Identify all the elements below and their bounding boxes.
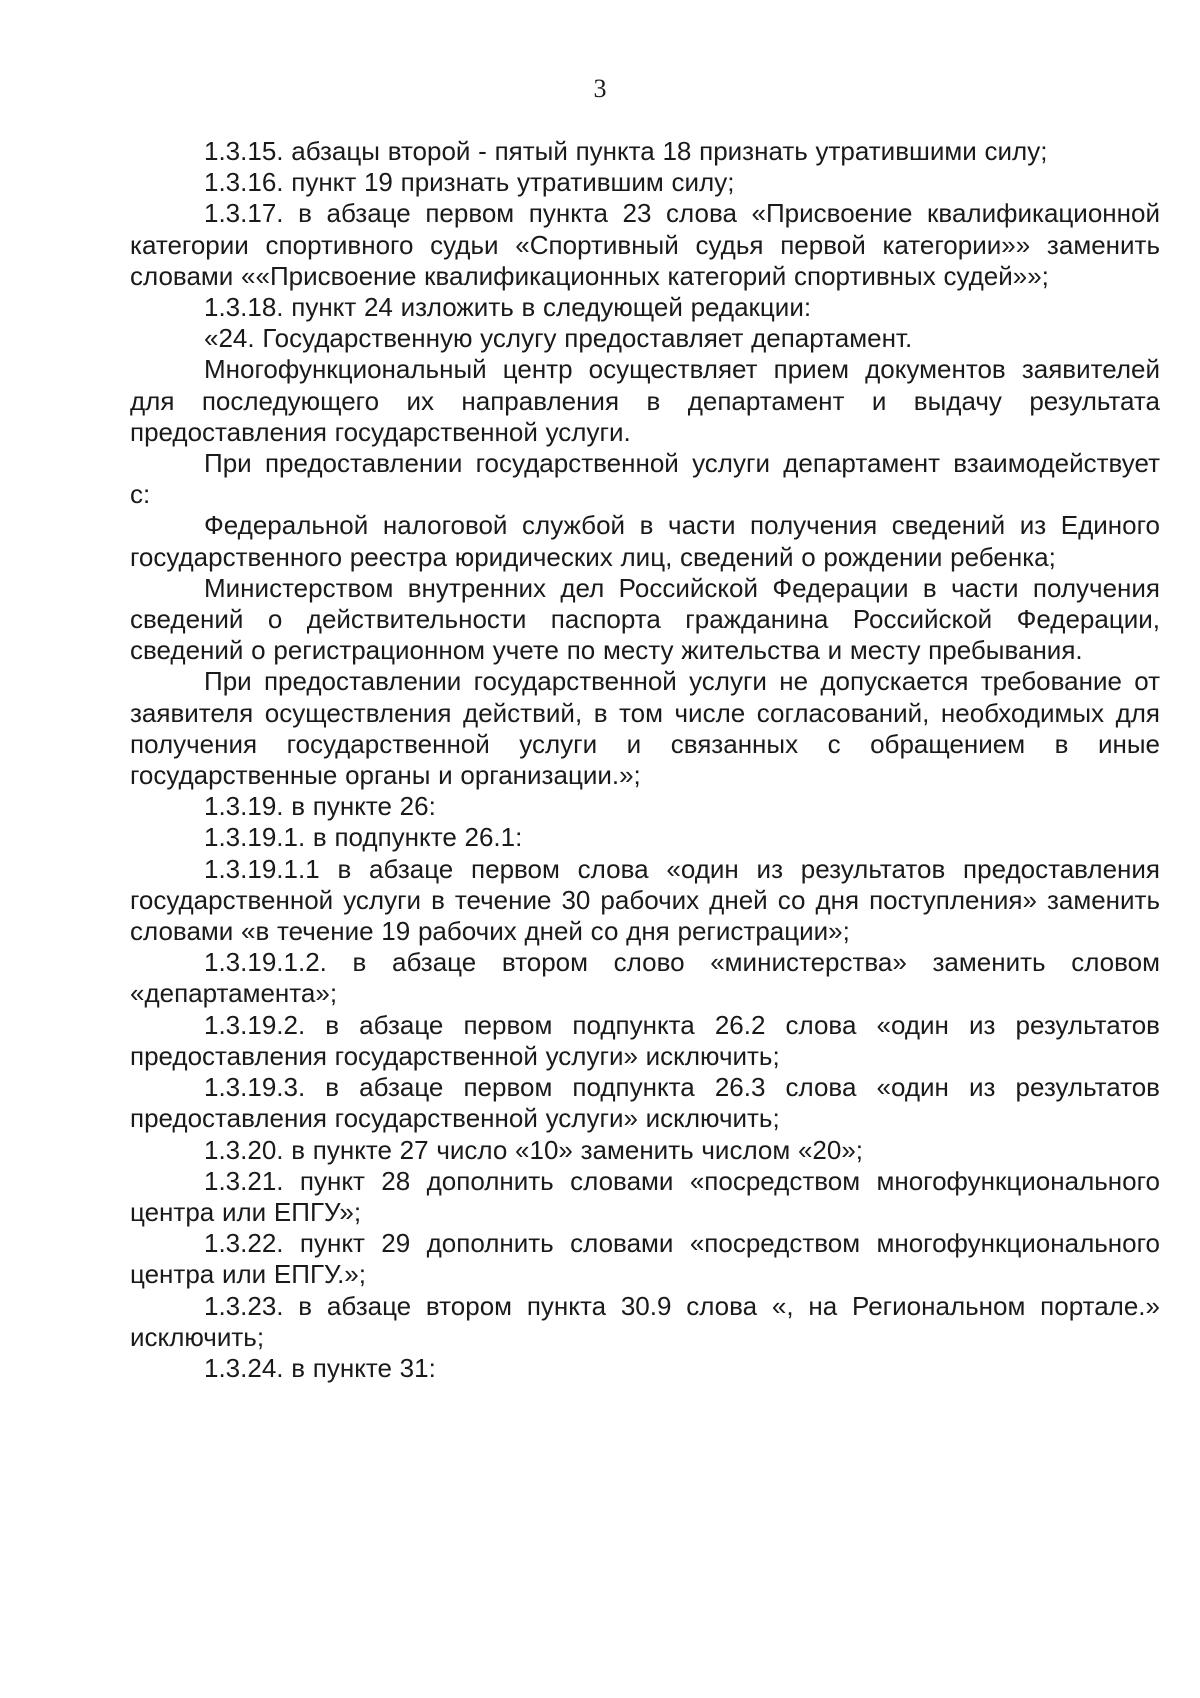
paragraph: 1.3.18. пункт 24 изложить в следующей редакции: xyxy=(204,292,812,323)
page-number: 3 xyxy=(593,74,607,103)
paragraph: 1.3.19.1. в подпункте 26.1: xyxy=(204,822,523,853)
paragraph: 1.3.19.1.1 в абзаце первом слова «один из результатов предоставления государственной услуги в течение 30 рабочих дней со дня поступления» заменить словами «в течение 19 рабочих дней со дня регистрации»; xyxy=(130,853,1160,947)
paragraph: 1.3.19.3. в абзаце первом подпункта 26.3 слова «один из результатов предоставления государственной услуги» исключить; xyxy=(130,1072,1160,1134)
paragraph: При предоставлении государственной услуги не допускается требование от заявителя осуществления действий, в том числе согласований, необходимых для получения государственной услуги и связанных с обращением в иные государственные органы и организации.»; xyxy=(130,666,1160,791)
paragraph: 1.3.19. в пункте 26: xyxy=(204,791,436,822)
paragraph: Многофункциональный центр осуществляет прием документов заявителей для последующего их направления в департамент и выдачу результата предоставления государственной услуги. xyxy=(130,354,1160,447)
paragraph: 1.3.15. абзацы второй - пятый пункта 18 признать утратившими силу; xyxy=(204,136,1048,166)
paragraph: «24. Государственную услугу предоставляет департамент. xyxy=(204,323,913,354)
paragraph: При предоставлении государственной услуги департамент взаимодействует с: xyxy=(130,448,1160,510)
paragraph: 1.3.24. в пункте 31: xyxy=(204,1352,436,1383)
paragraph: 1.3.23. в абзаце втором пункта 30.9 слова «, на Региональном портале.» исключить; xyxy=(130,1290,1160,1352)
paragraph: 1.3.19.1.2. в абзаце втором слово «министерства» заменить словом «департамента»; xyxy=(130,947,1160,1009)
document-body xyxy=(130,136,1160,1384)
paragraph: 1.3.22. пункт 29 дополнить словами «посредством многофункционального центра или ЕПГУ.»; xyxy=(130,1228,1160,1290)
paragraph: 1.3.20. в пункте 27 число «10» заменить числом «20»; xyxy=(204,1134,864,1165)
paragraph: 1.3.19.2. в абзаце первом подпункта 26.2 слова «один из результатов предоставления государственной услуги» исключить; xyxy=(130,1009,1160,1071)
paragraph: Федеральной налоговой службой в части получения сведений из Единого государственного реестра юридических лиц, сведений о рождении ребенка; xyxy=(130,510,1160,572)
paragraph: 1.3.21. пункт 28 дополнить словами «посредством многофункционального центра или ЕПГУ»; xyxy=(130,1165,1160,1227)
paragraph: 1.3.17. в абзаце первом пункта 23 слова «Присвоение квалификационной категории спортивного судьи «Спортивный судья первой категории»» заменить словами ««Присвоение квалификационных категорий спортивных судей»»; xyxy=(130,198,1160,291)
paragraph: Министерством внутренних дел Российской Федерации в части получения сведений о действительности паспорта гражданина Российской Федерации, сведений о регистрационном учете по месту жительства и месту пребывания. xyxy=(130,572,1160,666)
paragraph: 1.3.16. пункт 19 признать утратившим силу; xyxy=(204,167,735,198)
